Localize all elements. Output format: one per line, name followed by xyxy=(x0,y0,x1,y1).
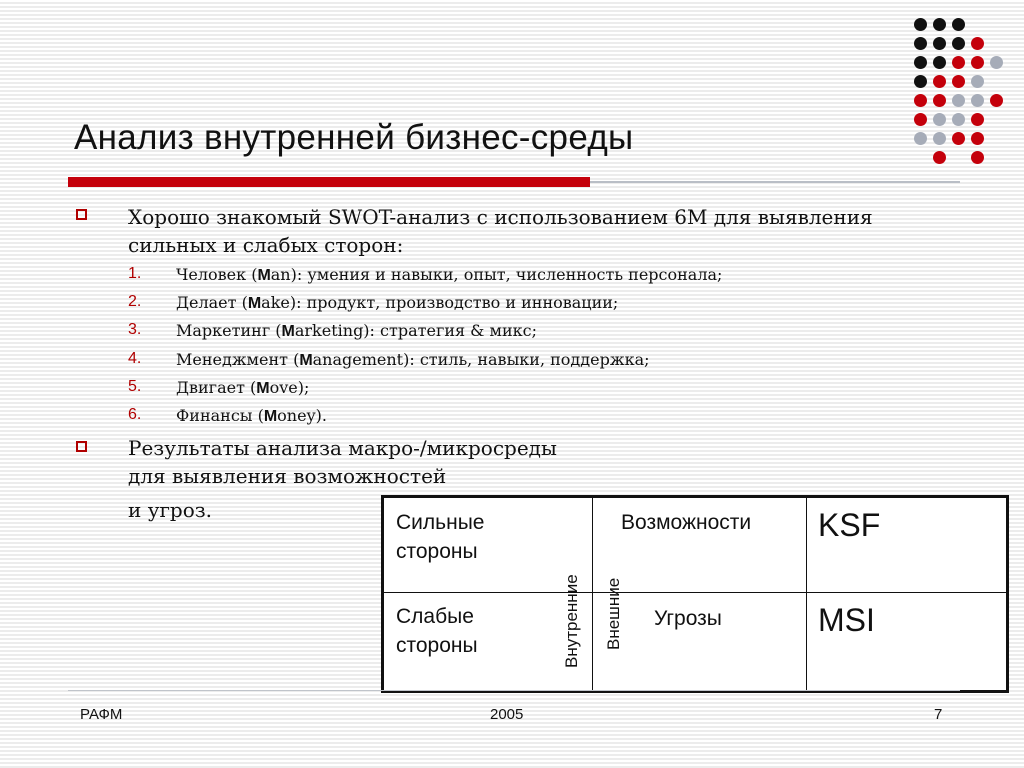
external-label: Внешние xyxy=(604,577,623,650)
decor-dot xyxy=(990,56,1003,69)
list-item-number: 4. xyxy=(128,350,142,367)
decor-dot xyxy=(914,37,927,50)
decor-dot xyxy=(933,151,946,164)
strengths-cell xyxy=(396,508,484,566)
decor-dot xyxy=(971,75,984,88)
msi-cell: MSI xyxy=(818,602,875,638)
page-number: 7 xyxy=(934,706,943,723)
opportunities-cell: Возможности xyxy=(621,511,752,534)
decor-dot xyxy=(971,37,984,50)
item-text-post: arketing): стратегия & микс; xyxy=(294,321,537,340)
list-item xyxy=(176,265,722,285)
list-item-number: 5. xyxy=(128,378,142,395)
decor-dot xyxy=(971,94,984,107)
decor-dot xyxy=(933,37,946,50)
decor-dot xyxy=(933,113,946,126)
title-underline-gray xyxy=(590,181,960,183)
square-bullet-icon xyxy=(76,441,87,452)
footer-organization: РАФМ xyxy=(80,706,123,723)
footer-divider xyxy=(68,690,960,691)
bullet-2-line-2: для выявления возможностей xyxy=(128,464,447,488)
item-text-post: oney). xyxy=(277,406,327,425)
decor-dot xyxy=(914,75,927,88)
decor-dot xyxy=(971,151,984,164)
decor-dot xyxy=(914,132,927,145)
item-text-post: ake): продукт, производство и инновации; xyxy=(261,293,619,312)
list-item xyxy=(176,321,537,341)
item-text-post: ove); xyxy=(269,378,310,397)
item-text-pre: Маркетинг ( xyxy=(176,321,282,340)
bullet-2-line-3: и угроз. xyxy=(128,498,213,522)
bullet-text-1 xyxy=(128,203,873,259)
decor-dot xyxy=(914,18,927,31)
item-letter-m: M xyxy=(257,267,271,284)
decor-dot xyxy=(952,37,965,50)
list-item-number: 6. xyxy=(128,406,142,423)
decor-dot xyxy=(952,132,965,145)
weaknesses-line-1: Слабые xyxy=(396,605,474,628)
item-text-pre: Человек ( xyxy=(176,265,258,284)
weaknesses-line-2: стороны xyxy=(396,634,478,657)
decor-dot xyxy=(952,75,965,88)
bullet-1-line-2: сильных и слабых сторон: xyxy=(128,233,404,257)
decor-dot xyxy=(933,94,946,107)
decor-dot xyxy=(952,18,965,31)
decor-dot xyxy=(933,56,946,69)
table-divider xyxy=(592,498,593,690)
ksf-cell: KSF xyxy=(818,507,881,543)
list-item-number: 3. xyxy=(128,321,142,338)
threats-cell: Угрозы xyxy=(654,607,722,630)
title-underline-red xyxy=(68,177,590,187)
list-item xyxy=(176,293,618,313)
item-letter-m: M xyxy=(281,323,295,340)
item-text-pre: Менеджмент ( xyxy=(176,350,300,369)
item-text-post: anagement): стиль, навыки, поддержка; xyxy=(312,350,650,369)
decor-dot xyxy=(952,94,965,107)
decorative-dot-pattern xyxy=(910,14,1010,164)
decor-dot xyxy=(933,75,946,88)
decor-dot xyxy=(914,113,927,126)
table-divider xyxy=(384,592,1006,593)
bullet-2-line-1: Результаты анализа макро-/микросреды xyxy=(128,436,557,460)
decor-dot xyxy=(971,132,984,145)
decor-dot xyxy=(952,113,965,126)
item-text-post: an): умения и навыки, опыт, численность персонала; xyxy=(270,265,723,284)
list-item xyxy=(176,406,327,426)
weaknesses-cell xyxy=(396,602,478,660)
bullet-1-line-1: Хорошо знакомый SWOT-анализ с использованием 6М для выявления xyxy=(128,205,873,229)
list-item xyxy=(176,350,650,370)
internal-label: Внутренние xyxy=(562,574,581,668)
strengths-line-1: Сильные xyxy=(396,511,485,534)
item-text-pre: Делает ( xyxy=(176,293,248,312)
square-bullet-icon xyxy=(76,209,87,220)
list-item-number: 1. xyxy=(128,265,142,282)
footer-year: 2005 xyxy=(490,706,524,723)
item-text-pre: Двигает ( xyxy=(176,378,257,397)
item-letter-m: M xyxy=(256,380,270,397)
slide-title: Анализ внутренней бизнес-среды xyxy=(74,118,634,157)
strengths-line-2: стороны xyxy=(396,540,478,563)
decor-dot xyxy=(933,18,946,31)
list-item xyxy=(176,378,309,398)
swot-table xyxy=(381,495,1009,693)
item-letter-m: M xyxy=(299,352,313,369)
decor-dot xyxy=(914,56,927,69)
decor-dot xyxy=(971,113,984,126)
decor-dot xyxy=(971,56,984,69)
table-divider xyxy=(806,498,807,690)
decor-dot xyxy=(990,94,1003,107)
list-item-number: 2. xyxy=(128,293,142,310)
decor-dot xyxy=(952,56,965,69)
decor-dot xyxy=(914,94,927,107)
decor-dot xyxy=(933,132,946,145)
item-letter-m: M xyxy=(247,295,262,312)
item-text-pre: Финансы ( xyxy=(176,406,264,425)
item-letter-m: M xyxy=(263,408,278,425)
